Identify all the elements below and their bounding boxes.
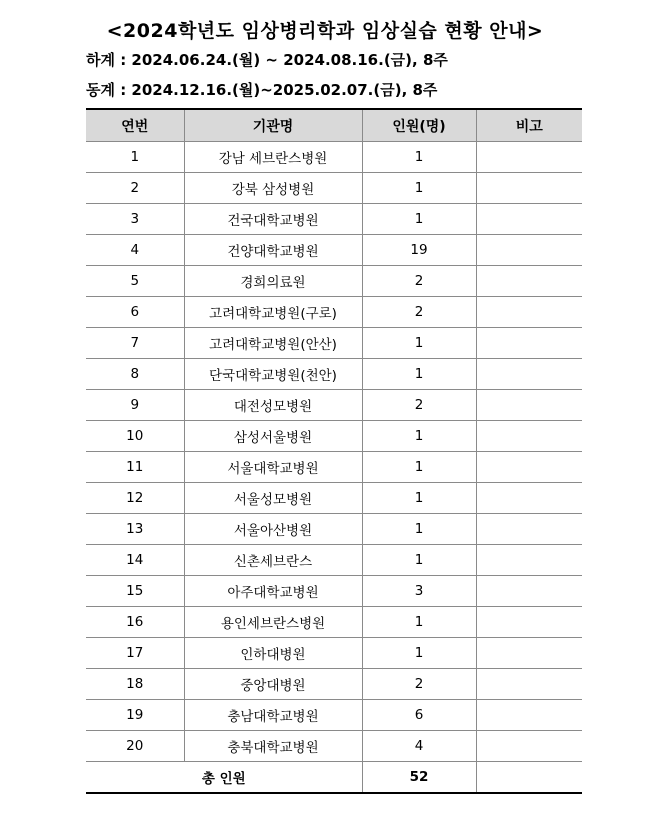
cell-no: 5 [86, 266, 184, 297]
cell-note [476, 328, 582, 359]
total-row [86, 762, 582, 794]
header-institution: 기관명 [184, 109, 362, 142]
table-row [86, 669, 582, 700]
cell-count: 1 [362, 359, 476, 390]
cell-no: 9 [86, 390, 184, 421]
cell-note [476, 607, 582, 638]
table-row [86, 700, 582, 731]
cell-note [476, 638, 582, 669]
cell-institution: 용인세브란스병원 [184, 607, 362, 638]
cell-note [476, 669, 582, 700]
table-row [86, 390, 582, 421]
cell-note [476, 545, 582, 576]
cell-note [476, 235, 582, 266]
cell-count: 2 [362, 266, 476, 297]
cell-no: 15 [86, 576, 184, 607]
total-note [476, 762, 582, 794]
winter-period: 동계 : 2024.12.16.(월)~2025.02.07.(금), 8주 [86, 81, 438, 99]
cell-institution: 충북대학교병원 [184, 731, 362, 762]
cell-no: 2 [86, 173, 184, 204]
cell-no: 13 [86, 514, 184, 545]
cell-institution: 건양대학교병원 [184, 235, 362, 266]
cell-count: 1 [362, 545, 476, 576]
practicum-table [86, 108, 582, 794]
table-row [86, 607, 582, 638]
cell-no: 4 [86, 235, 184, 266]
cell-count: 3 [362, 576, 476, 607]
cell-no: 3 [86, 204, 184, 235]
cell-institution: 서울아산병원 [184, 514, 362, 545]
cell-institution: 강남 세브란스병원 [184, 142, 362, 173]
cell-count: 1 [362, 142, 476, 173]
cell-institution: 삼성서울병원 [184, 421, 362, 452]
cell-count: 1 [362, 514, 476, 545]
table-header-row [86, 109, 582, 142]
cell-count: 1 [362, 638, 476, 669]
cell-institution: 고려대학교병원(안산) [184, 328, 362, 359]
header-note: 비고 [476, 109, 582, 142]
table-row [86, 173, 582, 204]
summer-period: 하계 : 2024.06.24.(월) ~ 2024.08.16.(금), 8주 [86, 51, 448, 69]
table-body [86, 142, 582, 762]
table-row [86, 142, 582, 173]
cell-note [476, 266, 582, 297]
table-row [86, 452, 582, 483]
total-value: 52 [362, 762, 476, 794]
cell-no: 11 [86, 452, 184, 483]
cell-note [476, 142, 582, 173]
cell-no: 10 [86, 421, 184, 452]
cell-note [476, 576, 582, 607]
cell-no: 7 [86, 328, 184, 359]
table-row [86, 297, 582, 328]
cell-note [476, 204, 582, 235]
table-row [86, 514, 582, 545]
cell-no: 16 [86, 607, 184, 638]
table-row [86, 328, 582, 359]
cell-institution: 건국대학교병원 [184, 204, 362, 235]
cell-note [476, 700, 582, 731]
cell-institution: 경희의료원 [184, 266, 362, 297]
header-no: 연번 [86, 109, 184, 142]
cell-no: 14 [86, 545, 184, 576]
cell-no: 8 [86, 359, 184, 390]
cell-note [476, 421, 582, 452]
cell-no: 17 [86, 638, 184, 669]
cell-no: 18 [86, 669, 184, 700]
cell-count: 4 [362, 731, 476, 762]
table-row [86, 359, 582, 390]
cell-count: 19 [362, 235, 476, 266]
cell-count: 1 [362, 328, 476, 359]
cell-note [476, 390, 582, 421]
cell-no: 1 [86, 142, 184, 173]
table-row [86, 266, 582, 297]
cell-no: 20 [86, 731, 184, 762]
cell-note [476, 731, 582, 762]
cell-institution: 대전성모병원 [184, 390, 362, 421]
cell-institution: 서울성모병원 [184, 483, 362, 514]
cell-no: 19 [86, 700, 184, 731]
cell-count: 1 [362, 452, 476, 483]
table-row [86, 204, 582, 235]
cell-count: 2 [362, 390, 476, 421]
cell-note [476, 483, 582, 514]
cell-count: 1 [362, 204, 476, 235]
cell-institution: 아주대학교병원 [184, 576, 362, 607]
cell-no: 12 [86, 483, 184, 514]
page-title: <2024학년도 임상병리학과 임상실습 현황 안내> [106, 20, 544, 42]
cell-no: 6 [86, 297, 184, 328]
cell-institution: 고려대학교병원(구로) [184, 297, 362, 328]
cell-count: 2 [362, 669, 476, 700]
cell-note [476, 452, 582, 483]
table-row [86, 235, 582, 266]
cell-count: 1 [362, 483, 476, 514]
cell-note [476, 297, 582, 328]
cell-count: 2 [362, 297, 476, 328]
cell-note [476, 359, 582, 390]
cell-institution: 중앙대병원 [184, 669, 362, 700]
cell-note [476, 173, 582, 204]
cell-count: 6 [362, 700, 476, 731]
table-row [86, 731, 582, 762]
cell-count: 1 [362, 421, 476, 452]
total-label: 총 인원 [86, 762, 362, 794]
cell-institution: 충남대학교병원 [184, 700, 362, 731]
cell-institution: 인하대병원 [184, 638, 362, 669]
cell-institution: 서울대학교병원 [184, 452, 362, 483]
table-row [86, 638, 582, 669]
cell-count: 1 [362, 607, 476, 638]
cell-count: 1 [362, 173, 476, 204]
cell-note [476, 514, 582, 545]
cell-institution: 강북 삼성병원 [184, 173, 362, 204]
header-count: 인원(명) [362, 109, 476, 142]
table-row [86, 483, 582, 514]
cell-institution: 신촌세브란스 [184, 545, 362, 576]
table-row [86, 421, 582, 452]
cell-institution: 단국대학교병원(천안) [184, 359, 362, 390]
table-row [86, 545, 582, 576]
table-row [86, 576, 582, 607]
